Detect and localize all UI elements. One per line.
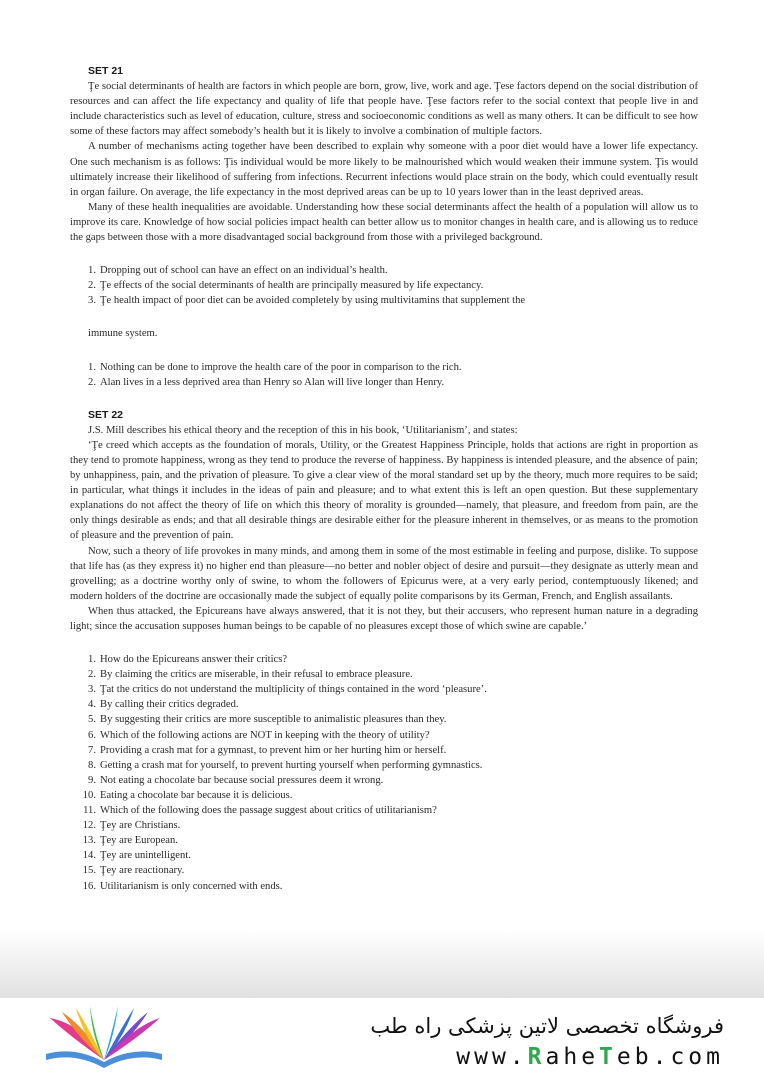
set-21-statements-list [70, 263, 698, 308]
document-body [70, 64, 698, 894]
open-book-rainbow-logo-icon [42, 1004, 167, 1070]
store-website-url[interactable]: www.RaheTeb.com [456, 1044, 724, 1070]
page-bottom-shadow [0, 930, 764, 998]
set-21-heading: SET 21 [88, 65, 124, 77]
list-item: 9. Not eating a chocolate bar because social pressures deem it wrong. [88, 774, 384, 786]
list-item: 2. By claiming the critics are miserable, in their refusal to embrace pleasure. [88, 669, 413, 681]
set-22-quote-paragraph-1: ‘Ţe creed which accepts as the foundation of morals, Utility, or the Greatest Happiness Principle, holds that actions are right in proportion as they tend to promote happiness, wrong as they tend to produce the reverse of happiness. By happiness is intended pleasure, and the absence of pain; by unhappiness, pain, and the privation of pleasure. To give a clear view of the moral standard set up by the theory, much more requires to be said; in particular, what things it includes in the ideas of pain and pleasure; and to what extent this is left an open question. But these supplementary explanations do not affect the theory of life on which this theory of morality is grounded—namely, that pleasure, and freedom from pain, are the only things desirable as ends; and that all desirable things are desirable either for the pleasure inherent in themselves, or as means to the promotion of pleasure and the prevention of pain. [70, 439, 698, 542]
list-item: 2. Ţe effects of the social determinants of health are principally measured by life expectancy. [88, 280, 484, 292]
list-item: 10. Eating a chocolate bar because it is delicious. [82, 789, 293, 801]
set-21-paragraph-2: A number of mechanisms acting together have been described to explain why someone with a poor diet would have a lower life expectancy. One such mechanism is as follows: Ţis individual would be more likely to be malnourished which would weaken their immune system. Ţis would ultimately increase their likelihood of suffering from infections. Recurrent infections would place strain on the body, which could eventually result in organ failure. On average, the life expectancy in the most deprived areas can be up to 10 years lower than in the least deprived areas. [70, 141, 698, 198]
list-item: 1. How do the Epicureans answer their critics? [88, 654, 288, 666]
list-item: 2. Alan lives in a less deprived area than Henry so Alan will live longer than Henry. [88, 376, 445, 388]
set-21-paragraph-1: Ţe social determinants of health are factors in which people are born, grow, live, work and age. Ţese factors depend on the social distribution of resources and can affect the life expectancy and quality of life that people have. Ţese factors refer to the social context that people live in and include characteristics such as level of education, culture, stress and socioeconomic conditions as well as many others. It can be difficult to see how some of these factors may affect somebody’s health but it is likely to involve a combination of multiple factors. [70, 81, 699, 138]
list-continuation: immune system. [88, 328, 158, 340]
set-22-quote-paragraph-3: When thus attacked, the Epicureans have always answered, that it is not they, but their accusers, who represent human nature in a degrading light; since the accusation supposes human beings to be capable of no pleasures except those of which swine are capable.’ [70, 605, 698, 632]
list-item: 6. Which of the following actions are NOT in keeping with the theory of utility? [88, 729, 430, 741]
set-22-heading: SET 22 [88, 408, 124, 421]
set-21-statements-list-2 [70, 360, 698, 390]
list-item: 14. Ţey are unintelligent. [82, 850, 191, 862]
list-item: 11. Which of the following does the passage suggest about critics of utilitarianism? [83, 805, 437, 817]
store-name-persian: فروشگاه تخصصی لاتین پزشکی راه طب [370, 1014, 724, 1038]
list-item: 3. Ţat the critics do not understand the multiplicity of things contained in the word ‘pleasure’. [88, 684, 487, 696]
list-item: 15. Ţey are reactionary. [82, 865, 185, 877]
list-item: 13. Ţey are European. [82, 835, 178, 847]
set-22-quote-paragraph-2: Now, such a theory of life provokes in many minds, and among them in some of the most estimable in feeling and purpose, dislike. To suppose that life has (as they express it) no higher end than pleasure—no better and nobler object of desire and pursuit—they designate as utterly mean and grovelling; as a doctrine worthy only of swine, to whom the followers of Epicurus were, at a very early period, contemptuously likened; and modern holders of the doctrine are occasionally made the subject of equally polite comparisons by its German, French, and English assailants. [70, 545, 698, 602]
list-item: 4. By calling their critics degraded. [88, 699, 239, 711]
watermark-footer [0, 998, 764, 1080]
list-item: 16. Utilitarianism is only concerned with ends. [82, 880, 283, 892]
list-item: 3. Ţe health impact of poor diet can be avoided completely by using multivitamins that supplement the [88, 295, 526, 307]
list-item: 8. Getting a crash mat for yourself, to prevent hurting yourself when performing gymnastics. [88, 759, 483, 771]
set-22-intro: J.S. Mill describes his ethical theory and the reception of this in his book, ‘Utilitarianism’, and states: [88, 424, 518, 436]
list-item: 5. By suggesting their critics are more susceptible to animalistic pleasures than they. [88, 714, 447, 726]
list-item: 12. Ţey are Christians. [82, 820, 181, 832]
list-item: 1. Nothing can be done to improve the health care of the poor in comparison to the rich. [88, 361, 462, 373]
list-item: 7. Providing a crash mat for a gymnast, to prevent him or her hurting him or herself. [88, 744, 447, 756]
list-item: 1. Dropping out of school can have an effect on an individual’s health. [88, 265, 388, 277]
set-22-questions-list [70, 652, 698, 894]
set-21-paragraph-3: Many of these health inequalities are avoidable. Understanding how these social determinants affect the health of a population will allow us to improve its care. Knowledge of how social policies impact health can better allow us to monitor changes in health care, and is allowing us to reduce the gaps between those with a more disadvantaged social background from those with a privileged background. [70, 201, 698, 244]
